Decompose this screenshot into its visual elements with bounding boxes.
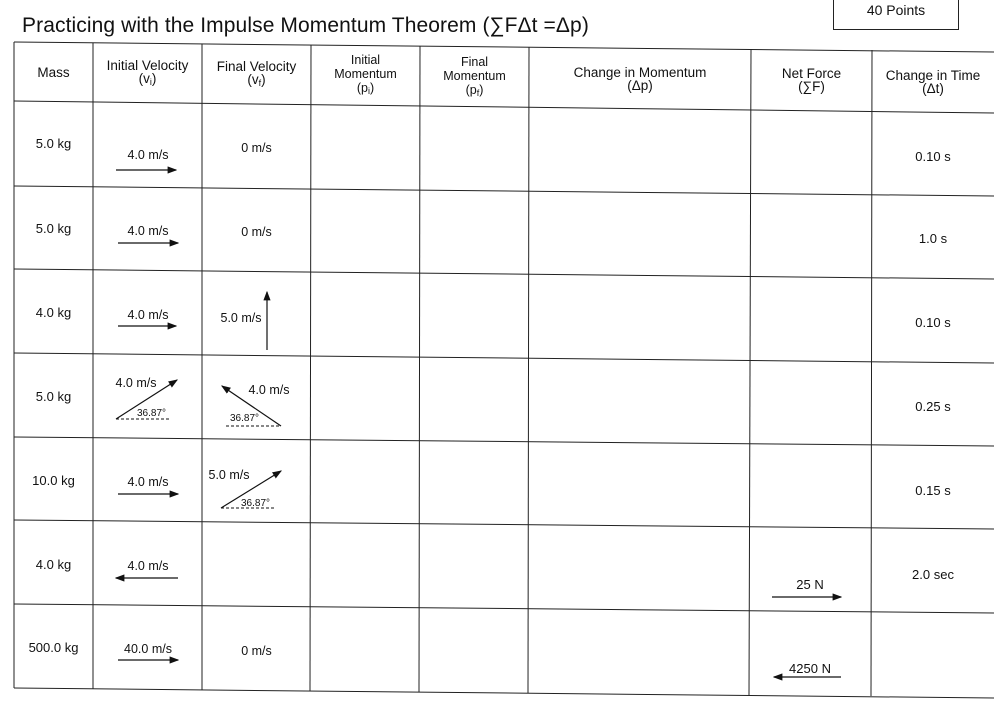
row7-initial-velocity: 40.0 m/s: [124, 642, 172, 656]
header-net-force-line2: (∑F): [798, 79, 825, 94]
header-initial-momentum-line2: Momentum: [334, 67, 397, 81]
row5-initial-velocity: 4.0 m/s: [127, 475, 169, 489]
row4-change-in-time: 0.25 s: [915, 399, 951, 414]
header-final-momentum-symbol: $(p_f)$: [465, 83, 484, 98]
row3-final-velocity: 5.0 m/s: [220, 311, 262, 325]
row1-change-in-time: 0.10 s: [915, 149, 951, 164]
row4-initial-angle: 36.87°: [137, 408, 167, 419]
row1-final-velocity: 0 m/s: [241, 141, 272, 155]
row5-final-velocity: 5.0 m/s: [208, 468, 250, 482]
header-final-momentum-line2: Momentum: [443, 69, 506, 83]
row2-change-in-time: 1.0 s: [918, 231, 948, 246]
row4-initial-velocity: 4.0 m/s: [115, 376, 157, 390]
row6-mass: 4.0 kg: [35, 557, 72, 572]
header-initial-momentum-symbol: $(p_i)$: [356, 81, 375, 96]
row5-change-in-time: 0.15 s: [915, 483, 951, 498]
header-change-in-momentum-line1: Change in Momentum: [573, 65, 707, 80]
row6-change-in-time: 2.0 sec: [912, 567, 954, 582]
row7-mass: 500.0 kg: [28, 640, 79, 655]
header-final-velocity-symbol: $(v_f)$: [247, 72, 266, 88]
header-change-in-time: [872, 69, 994, 95]
header-initial-velocity: [93, 59, 202, 89]
row1-initial-velocity: 4.0 m/s: [127, 148, 169, 162]
row7-final-velocity: 0 m/s: [241, 644, 272, 658]
row6-net-force: 25 N: [796, 577, 824, 592]
header-final-momentum: [420, 55, 529, 100]
header-net-force: [751, 67, 872, 93]
row4-mass: 5.0 kg: [35, 389, 72, 404]
row5-mass: 10.0 kg: [32, 473, 75, 488]
header-mass: Mass: [37, 65, 70, 80]
header-initial-momentum: [311, 53, 420, 98]
header-final-momentum-line1: Final: [460, 55, 489, 69]
row4-final-velocity: 4.0 m/s: [248, 383, 290, 397]
worksheet-title: Practicing with the Impulse Momentum Theorem (∑FΔt =Δp): [22, 14, 589, 37]
row3-initial-velocity: 4.0 m/s: [127, 308, 169, 322]
row5-final-angle: 36.87°: [241, 498, 271, 509]
header-initial-velocity-line1: Initial Velocity: [106, 58, 189, 73]
row6-initial-velocity: 4.0 m/s: [127, 559, 169, 573]
header-initial-momentum-line1: Initial: [350, 53, 381, 67]
row3-mass: 4.0 kg: [35, 305, 72, 320]
header-initial-velocity-symbol: $(v_i)$: [138, 71, 157, 87]
header-change-in-momentum-line2: (Δp): [627, 78, 653, 93]
header-change-in-momentum: [529, 66, 751, 92]
row3-change-in-time: 0.10 s: [915, 315, 951, 330]
row2-final-velocity: 0 m/s: [241, 225, 272, 239]
header-change-in-time-line2: (Δt): [922, 81, 944, 96]
row2-mass: 5.0 kg: [35, 221, 72, 236]
header-final-velocity-line1: Final Velocity: [216, 59, 297, 74]
row4-final-angle: 36.87°: [230, 413, 260, 424]
row7-net-force: 4250 N: [789, 661, 831, 676]
row1-mass: 5.0 kg: [35, 136, 72, 151]
row2-initial-velocity: 4.0 m/s: [127, 224, 169, 238]
header-change-in-time-line1: Change in Time: [885, 68, 981, 83]
header-final-velocity: [202, 60, 311, 90]
points-box: 40 Points: [833, 0, 959, 30]
header-net-force-line1: Net Force: [781, 66, 842, 81]
